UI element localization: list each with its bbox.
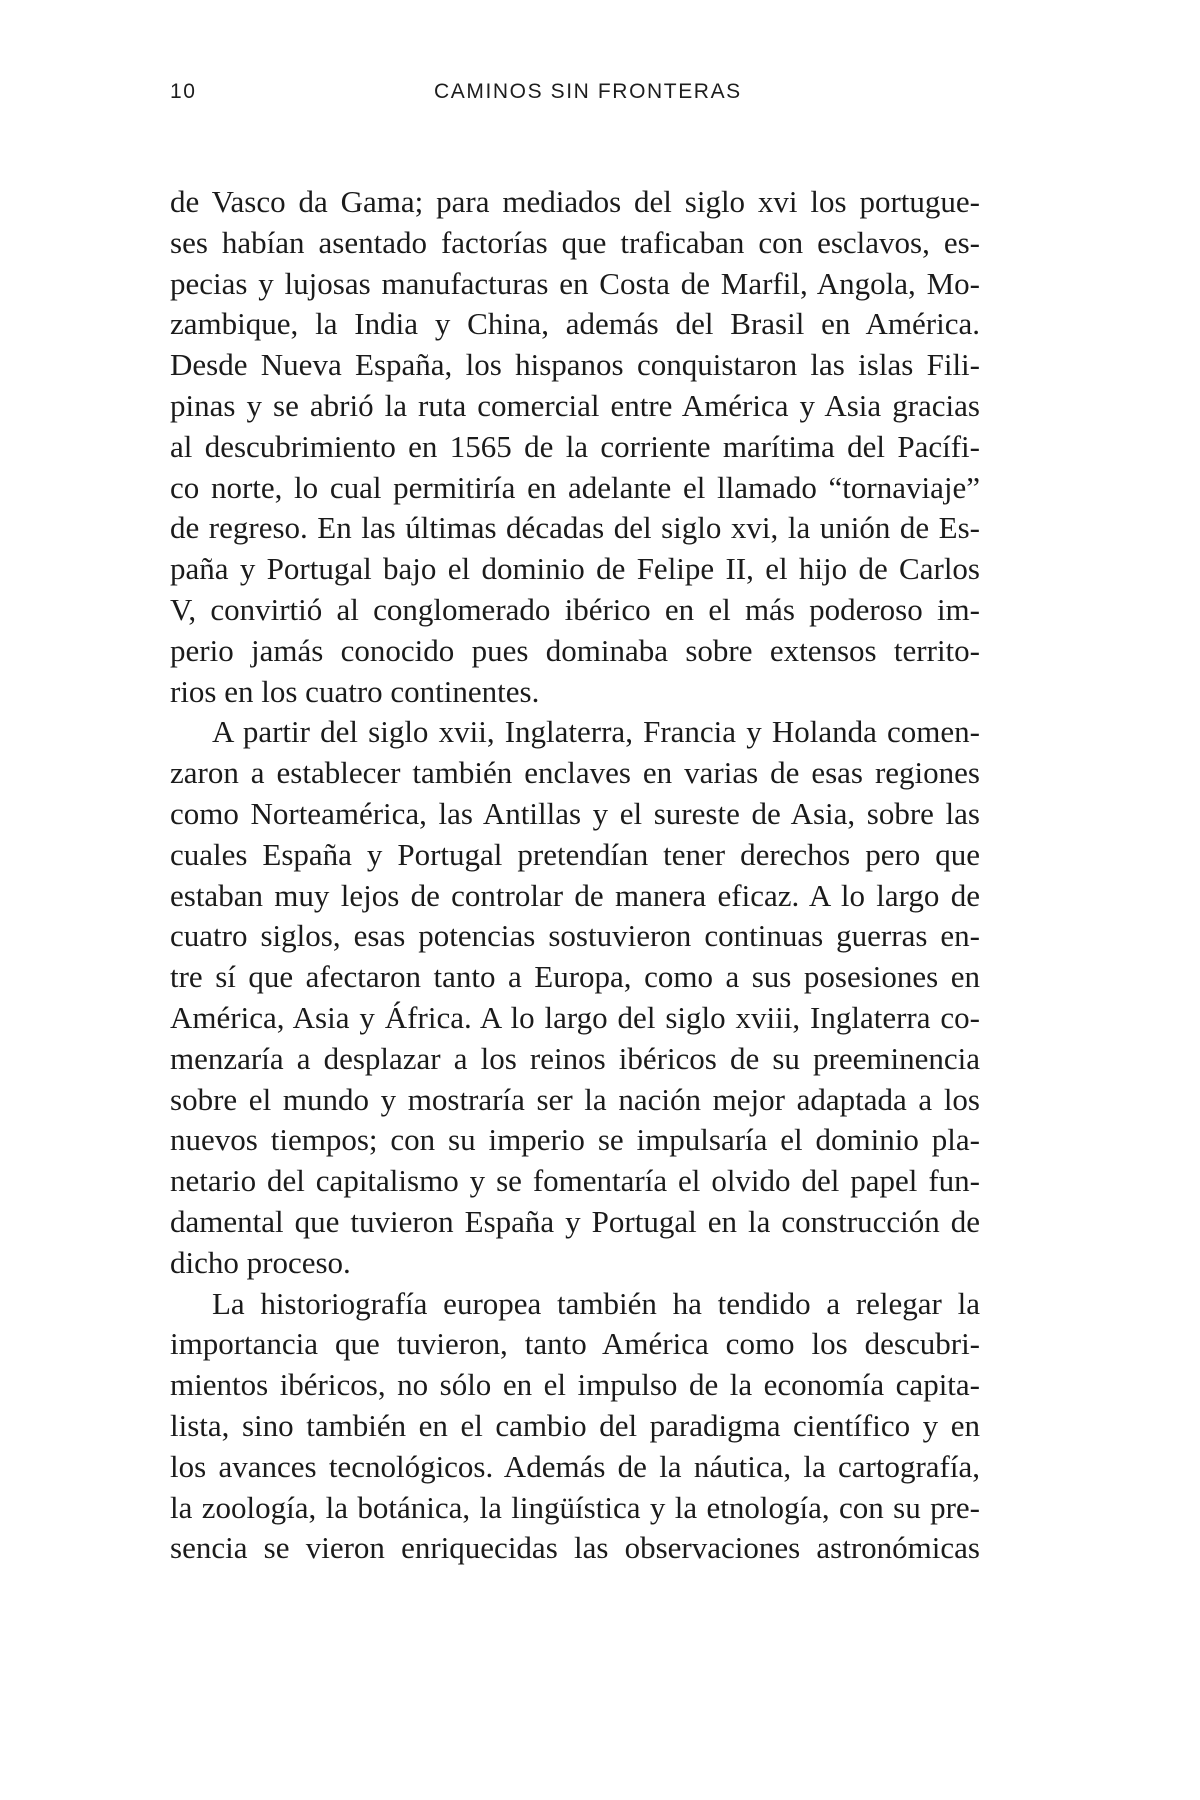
text-line: cuales España y Portugal pretendían tener derechos pero que [170,836,980,872]
text-line: La historiografía europea también ha tendido a relegar la [212,1285,980,1321]
text-line: Desde Nueva España, los hispanos conquistaron las islas Fili- [170,347,980,383]
text-line: co norte, lo cual permitiría en adelante el llamado “tornaviaje” [170,469,980,505]
body-text [170,182,980,1569]
text-line: al descubrimiento en 1565 de la corriente marítima del Pacífi- [170,428,980,464]
text-line: rios en los cuatro continentes. [170,673,540,709]
text-line: de Vasco da Gama; para mediados del siglo xvi los portugue- [170,184,980,219]
text-line: A partir del siglo xvii, Inglaterra, Francia y Holanda comen- [212,714,980,750]
text-line: los avances tecnológicos. Además de la náutica, la cartografía, [170,1448,980,1484]
text-line: V, convirtió al conglomerado ibérico en el más poderoso im- [170,591,980,627]
text-line: la zoología, la botánica, la lingüística y la etnología, con su pre- [170,1489,980,1525]
text-line: de regreso. En las últimas décadas del siglo xvi, la unión de Es- [170,510,980,546]
text-line: netario del capitalismo y se fomentaría el olvido del papel fun- [170,1163,980,1199]
text-line: dicho proceso. [170,1244,351,1280]
text-line: importancia que tuvieron, tanto América como los descubri- [170,1326,980,1362]
page-number: 10 [170,80,197,103]
text-line: paña y Portugal bajo el dominio de Felipe II, el hijo de Carlos [170,551,980,587]
text-line: zambique, la India y China, además del Brasil en América. [170,306,980,342]
running-head [170,80,980,110]
text-line: menzaría a desplazar a los reinos ibéricos de su preeminencia [170,1040,980,1076]
text-line: pecias y lujosas manufacturas en Costa de Marfil, Angola, Mo- [170,265,980,301]
text-line: damental que tuvieron España y Portugal en la construcción de [170,1203,980,1239]
paragraph-3 [170,1284,980,1570]
text-line: ses habían asentado factorías que traficaban con esclavos, es- [170,224,980,260]
text-line: cuatro siglos, esas potencias sostuvieron continuas guerras en- [170,918,980,954]
running-title: CAMINOS SIN FRONTERAS [434,80,742,103]
text-line: estaban muy lejos de controlar de manera eficaz. A lo largo de [170,877,980,913]
text-line: tre sí que afectaron tanto a Europa, como a sus posesiones en [170,959,980,995]
text-line: perio jamás conocido pues dominaba sobre extensos territo- [170,632,980,668]
text-line: nuevos tiempos; con su imperio se impulsaría el dominio pla- [170,1122,980,1158]
text-line: como Norteamérica, las Antillas y el sureste de Asia, sobre las [170,795,980,831]
text-line: América, Asia y África. A lo largo del siglo xviii, Inglaterra co- [170,999,980,1035]
text-line: sobre el mundo y mostraría ser la nación mejor adaptada a los [170,1081,980,1117]
text-line: sencia se vieron enriquecidas las observaciones astronómicas [170,1530,980,1566]
paragraph-1 [170,182,980,712]
text-line: pinas y se abrió la ruta comercial entre América y Asia gracias [170,387,980,423]
text-line: mientos ibéricos, no sólo en el impulso de la economía capita- [170,1367,980,1403]
text-line: lista, sino también en el cambio del paradigma científico y en [170,1407,980,1443]
paragraph-2 [170,712,980,1283]
text-line: zaron a establecer también enclaves en varias de esas regiones [170,755,980,791]
